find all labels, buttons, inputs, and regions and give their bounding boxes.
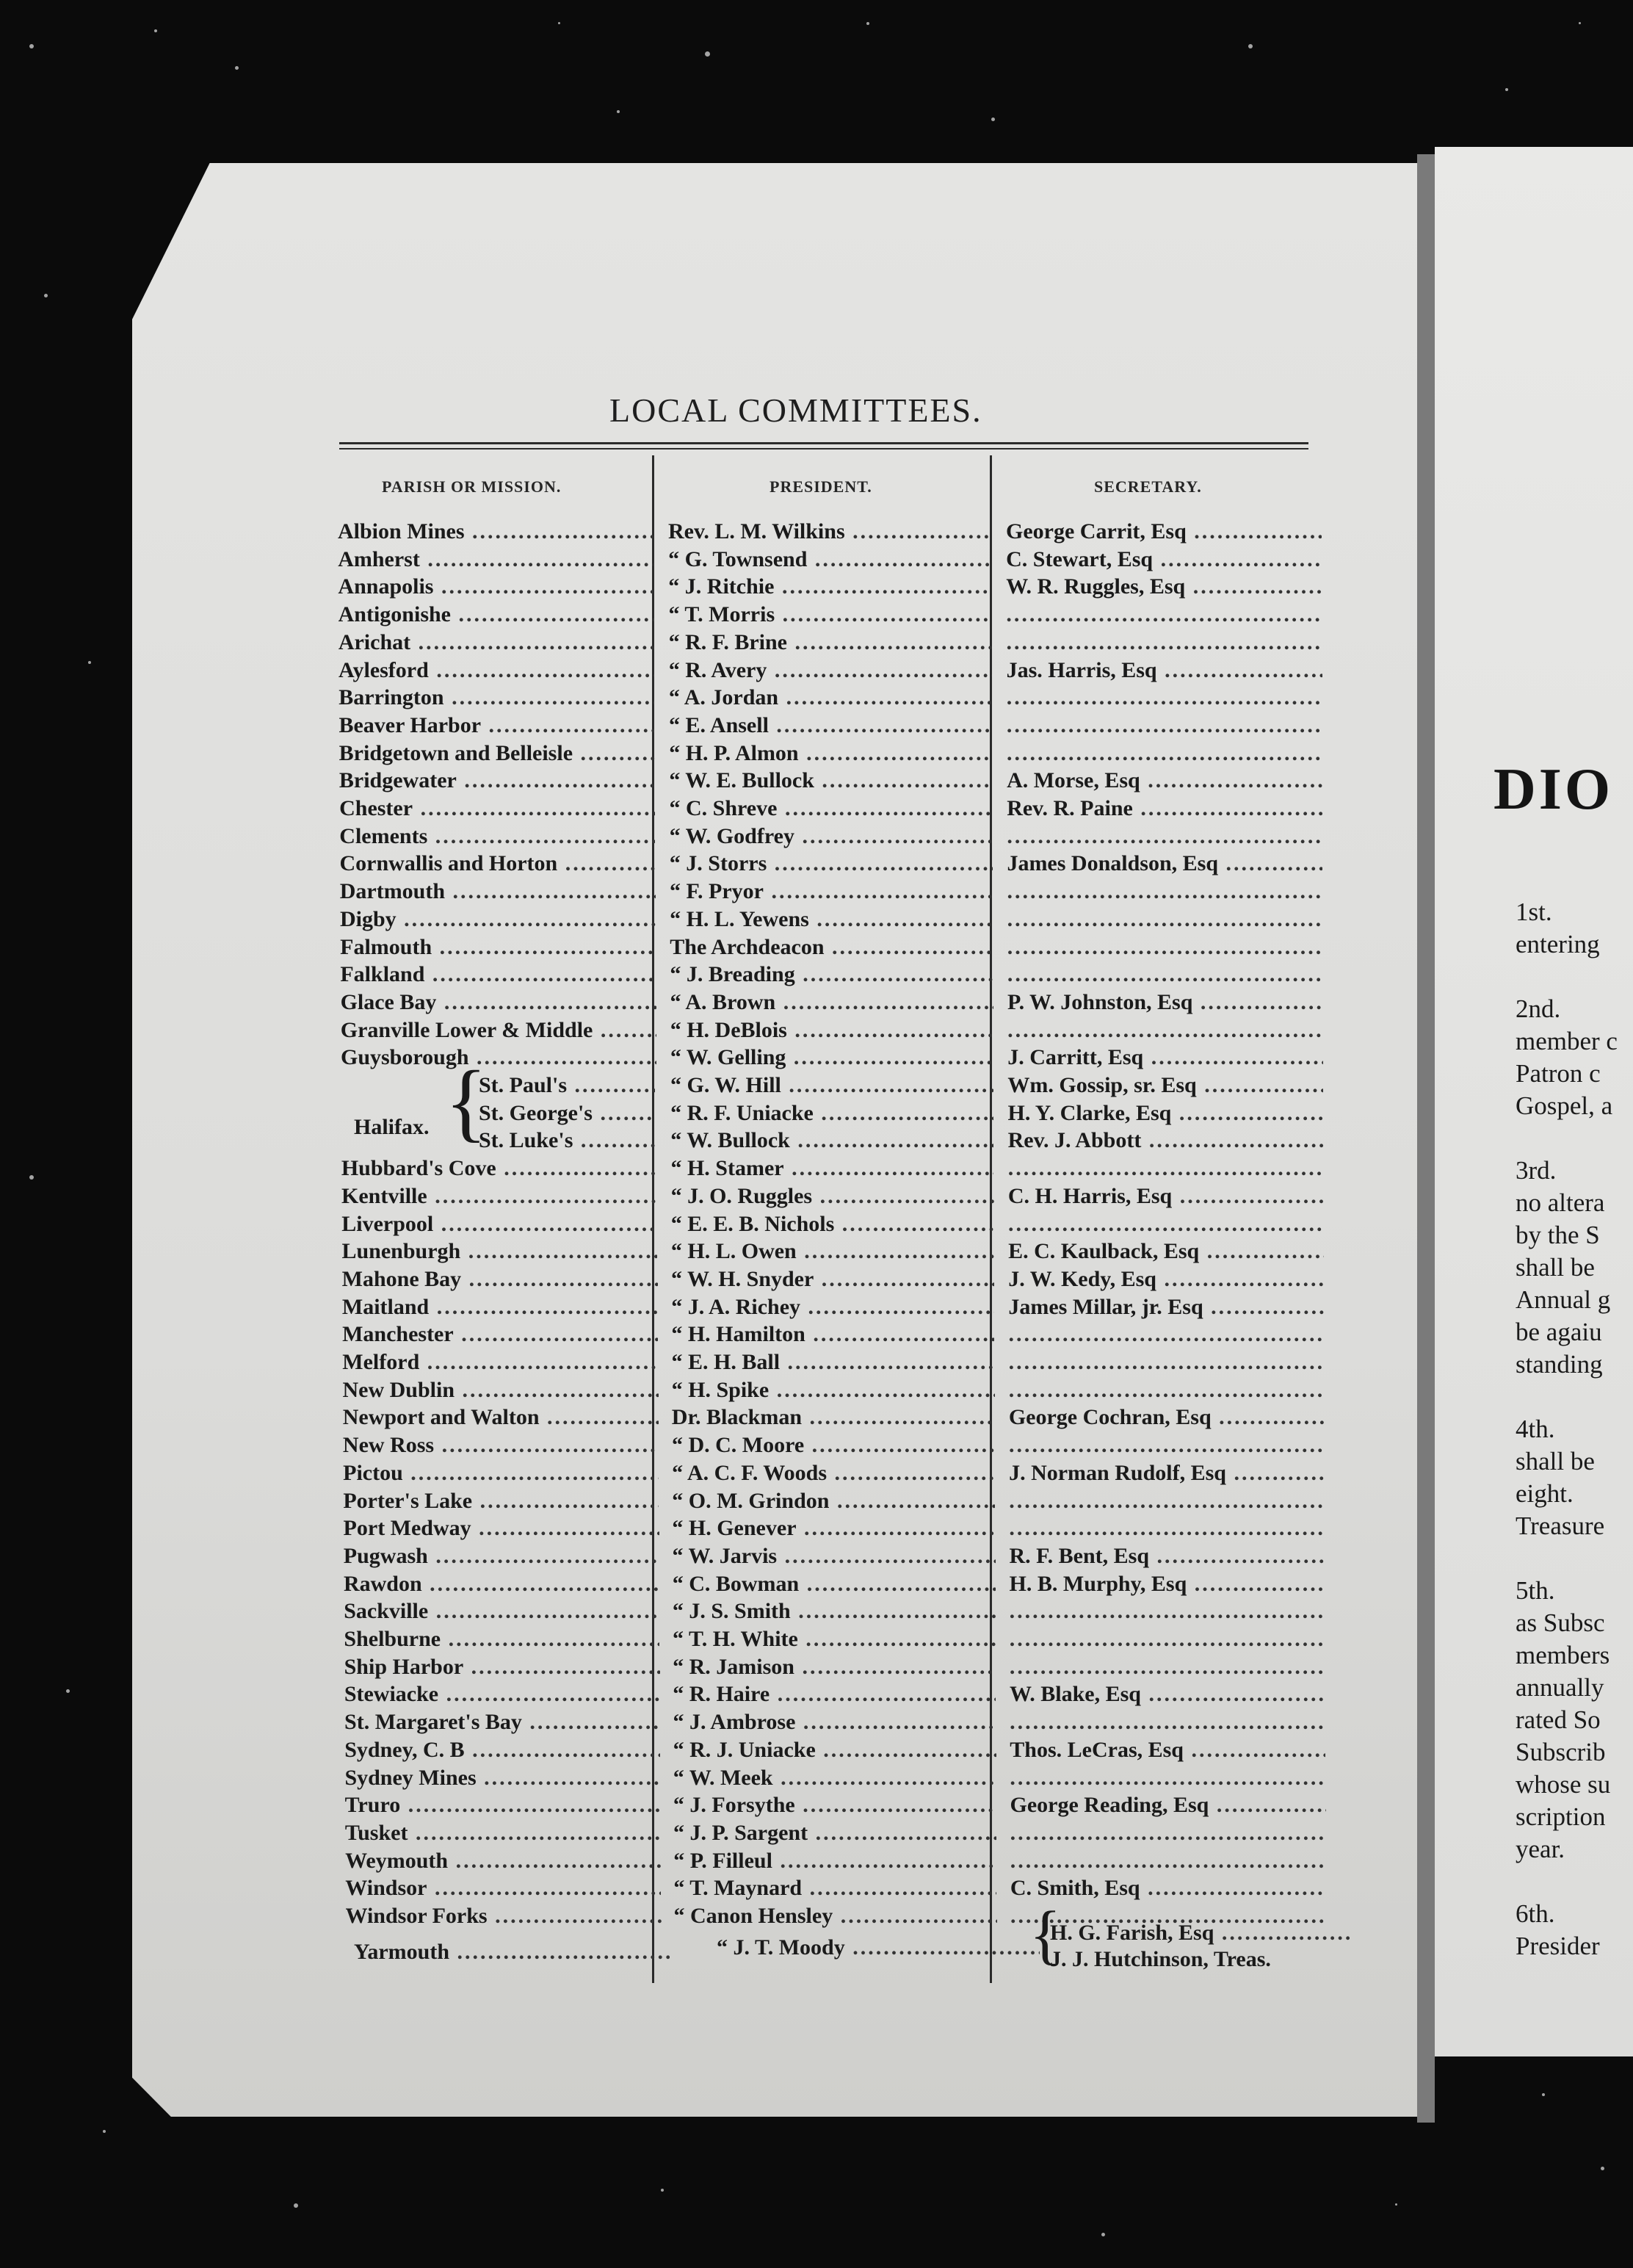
right-page-line: member c (1516, 1027, 1618, 1055)
row-parish: Guysborough ..... (341, 1044, 656, 1071)
row-president: “ C. Bowman ..... (673, 1571, 996, 1597)
row-president: “ H. L. Owen ..... (671, 1238, 994, 1265)
row-secretary: J. Norman Rudolf, Esq ..... (1009, 1460, 1325, 1487)
row-president: “ F. Pryor ..... (670, 878, 993, 905)
yarmouth-parish: Yarmouth ..... (354, 1939, 670, 1965)
yarmouth-brace: { (1029, 1899, 1062, 1971)
right-page-line: Subscrib (1516, 1738, 1606, 1766)
dust-speck (1101, 2233, 1105, 2236)
halifax-brace: { (445, 1052, 488, 1150)
right-page-line: Annual g (1516, 1285, 1611, 1314)
row-secretary (1010, 1848, 1326, 1874)
row-parish: Newport and Walton ..... (343, 1404, 659, 1431)
row-president: “ H. DeBlois ..... (670, 1017, 993, 1044)
row-secretary (1010, 1626, 1325, 1653)
row-secretary (1008, 1155, 1324, 1182)
row-president: “ R. J. Uniacke ..... (673, 1737, 996, 1763)
row-parish: Sydney, C. B ..... (344, 1737, 660, 1763)
row-parish: Port Medway ..... (344, 1515, 659, 1542)
right-page-line: shall be (1516, 1253, 1595, 1282)
row-president: “ J. Ritchie ..... (668, 574, 991, 600)
right-page-line: Presider (1516, 1932, 1600, 1960)
row-president: “ W. H. Snyder ..... (671, 1266, 994, 1293)
right-page-line: members (1516, 1641, 1610, 1669)
row-parish: Arichat ..... (338, 629, 654, 656)
row-parish: Sackville ..... (344, 1598, 659, 1625)
dust-speck (66, 1689, 70, 1693)
row-president: “ G. Townsend ..... (668, 546, 991, 573)
row-president: “ R. Haire ..... (673, 1681, 996, 1708)
row-secretary: J. Carritt, Esq ..... (1007, 1044, 1323, 1071)
row-secretary (1006, 629, 1322, 656)
row-secretary: George Carrit, Esq ..... (1006, 519, 1322, 545)
row-secretary: P. W. Johnston, Esq ..... (1007, 989, 1323, 1016)
row-parish: Bridgetown and Belleisle ..... (339, 740, 655, 767)
dust-speck (705, 51, 710, 57)
row-secretary: C. Stewart, Esq ..... (1006, 546, 1322, 573)
row-parish: Weymouth ..... (345, 1848, 661, 1874)
right-page-line: as Subsc (1516, 1608, 1605, 1637)
row-parish: Porter's Lake ..... (343, 1488, 659, 1514)
right-page-line: whose su (1516, 1770, 1611, 1799)
row-secretary (1008, 1211, 1324, 1238)
row-parish: Melford ..... (342, 1349, 658, 1376)
row-president: “ H. Genever ..... (672, 1515, 995, 1542)
row-president: “ H. Stamer ..... (670, 1155, 993, 1182)
row-president: “ G. W. Hill ..... (670, 1072, 993, 1099)
row-parish: Ship Harbor ..... (344, 1654, 660, 1680)
row-secretary (1007, 823, 1322, 850)
row-secretary (1007, 685, 1322, 711)
right-page-line: Treasure (1516, 1512, 1605, 1540)
halifax-label: Halifax. (354, 1115, 430, 1139)
right-page-line: 5th. (1516, 1576, 1555, 1605)
row-president: “ H. Spike ..... (672, 1377, 995, 1404)
right-page-line: entering (1516, 930, 1600, 958)
row-president: “ J. Storrs ..... (670, 850, 993, 877)
row-president: Dr. Blackman ..... (672, 1404, 995, 1431)
row-parish: New Ross ..... (343, 1432, 659, 1459)
row-parish: Rawdon ..... (344, 1571, 659, 1597)
row-secretary: C. Smith, Esq ..... (1010, 1875, 1326, 1902)
yarmouth-president: “ J. T. Moody ..... (717, 1935, 1040, 1961)
row-parish: Beaver Harbor ..... (338, 712, 654, 739)
right-page-line: 3rd. (1516, 1156, 1557, 1185)
row-secretary: W. Blake, Esq ..... (1010, 1681, 1325, 1708)
row-parish: New Dublin ..... (343, 1377, 659, 1404)
row-secretary (1009, 1432, 1325, 1459)
row-parish: Chester ..... (339, 795, 655, 822)
dust-speck (1579, 22, 1581, 24)
row-parish: Granville Lower & Middle ..... (341, 1017, 656, 1044)
right-page-line: year. (1516, 1835, 1565, 1863)
row-secretary: James Millar, jr. Esq ..... (1008, 1294, 1324, 1321)
row-parish: Dartmouth ..... (340, 878, 656, 905)
row-secretary (1007, 740, 1322, 767)
row-president: “ W. Gelling ..... (670, 1044, 993, 1071)
row-president: “ J. P. Sargent ..... (673, 1820, 996, 1846)
dust-speck (1395, 2203, 1397, 2206)
dust-speck (29, 1175, 34, 1180)
row-secretary: George Cochran, Esq ..... (1009, 1404, 1325, 1431)
right-page-line: 4th. (1516, 1415, 1555, 1443)
row-president: “ T. Maynard ..... (673, 1875, 996, 1902)
row-parish: Clements ..... (339, 823, 655, 850)
row-secretary (1010, 1765, 1325, 1791)
row-parish: Windsor Forks ..... (346, 1903, 662, 1929)
row-secretary: Rev. J. Abbott ..... (1008, 1127, 1324, 1154)
right-page (1435, 147, 1633, 2056)
row-parish: Glace Bay ..... (341, 989, 656, 1016)
row-president: “ T. Morris ..... (668, 602, 991, 628)
dust-speck (103, 2130, 106, 2133)
row-parish: Falkland ..... (340, 961, 656, 988)
right-page-line: by the S (1516, 1221, 1600, 1249)
row-president: “ R. F. Brine ..... (669, 629, 992, 656)
row-parish: Truro ..... (345, 1792, 661, 1819)
right-page-line: standing (1516, 1350, 1603, 1379)
row-parish: Aylesford ..... (338, 657, 654, 684)
row-president: “ Canon Hensley ..... (674, 1903, 997, 1929)
row-president: “ J. Breading ..... (670, 961, 993, 988)
row-parish: Antigonishe ..... (338, 602, 654, 628)
header-secretary: SECRETARY. (1094, 477, 1202, 496)
row-parish: Mahone Bay ..... (342, 1266, 658, 1293)
row-secretary: R. F. Bent, Esq ..... (1009, 1543, 1325, 1570)
dust-speck (44, 294, 48, 297)
row-parish: Windsor ..... (345, 1875, 661, 1902)
row-president: “ J. O. Ruggles ..... (671, 1183, 994, 1210)
header-president: PRESIDENT. (770, 477, 872, 496)
row-secretary: H. B. Murphy, Esq ..... (1010, 1571, 1325, 1597)
row-president: “ W. Jarvis ..... (673, 1543, 996, 1570)
row-president: “ H. P. Almon ..... (669, 740, 992, 767)
row-secretary: J. W. Kedy, Esq ..... (1008, 1266, 1324, 1293)
row-president: “ W. Godfrey ..... (670, 823, 993, 850)
header-parish: PARISH OR MISSION. (382, 477, 562, 496)
row-president: “ A. C. F. Woods ..... (672, 1460, 995, 1487)
row-president: Rev. L. M. Wilkins ..... (668, 519, 991, 545)
row-secretary: George Reading, Esq ..... (1010, 1792, 1326, 1819)
row-president: “ E. E. B. Nichols ..... (671, 1211, 994, 1238)
row-president: “ H. Hamilton ..... (671, 1321, 994, 1348)
row-parish: Cornwallis and Horton ..... (340, 850, 656, 877)
row-parish: Liverpool ..... (341, 1211, 657, 1238)
title-rule-top (339, 442, 1308, 444)
right-page-line: rated So (1516, 1705, 1601, 1734)
row-president: “ T. H. White ..... (673, 1626, 996, 1653)
dust-speck (29, 44, 34, 48)
row-secretary (1007, 1017, 1323, 1044)
dust-speck (154, 29, 157, 32)
row-secretary: H. Y. Clarke, Esq ..... (1008, 1100, 1324, 1127)
right-page-line: eight. (1516, 1479, 1574, 1508)
row-secretary (1007, 906, 1323, 933)
right-page-line: Patron c (1516, 1059, 1601, 1088)
right-page-line: 6th. (1516, 1899, 1555, 1928)
right-page-line: shall be (1516, 1447, 1595, 1476)
row-parish: St. George's ..... (479, 1100, 655, 1127)
row-secretary: Wm. Gossip, sr. Esq ..... (1007, 1072, 1323, 1099)
row-parish: Digby ..... (340, 906, 656, 933)
right-page-line: annually (1516, 1673, 1604, 1702)
row-secretary: Jas. Harris, Esq ..... (1007, 657, 1322, 684)
right-page-line: scription (1516, 1802, 1606, 1831)
row-secretary (1009, 1377, 1325, 1404)
row-secretary: James Donaldson, Esq ..... (1007, 850, 1322, 877)
row-secretary (1010, 1598, 1325, 1625)
row-secretary (1009, 1349, 1325, 1376)
row-secretary (1007, 712, 1322, 739)
dust-speck (235, 66, 239, 70)
row-parish: St. Luke's ..... (479, 1127, 655, 1154)
row-secretary (1006, 602, 1322, 628)
right-page-heading: DIO (1493, 757, 1614, 822)
row-secretary (1010, 1709, 1325, 1736)
row-president: “ D. C. Moore ..... (672, 1432, 995, 1459)
yarmouth-secretary-2: J. J. Hutchinson, Treas. (1050, 1947, 1271, 1971)
row-secretary: A. Morse, Esq ..... (1007, 768, 1322, 794)
row-president: “ A. Brown ..... (670, 989, 993, 1016)
row-parish: Lunenburgh ..... (341, 1238, 657, 1265)
row-president: “ C. Shreve ..... (670, 795, 993, 822)
row-president: “ W. Meek ..... (673, 1765, 996, 1791)
row-secretary (1008, 1321, 1324, 1348)
row-president: “ J. S. Smith ..... (673, 1598, 996, 1625)
right-page-line: 2nd. (1516, 994, 1561, 1023)
page-gutter (1417, 154, 1435, 2123)
row-parish: Annapolis ..... (338, 574, 653, 600)
row-secretary (1007, 961, 1323, 988)
row-president: “ J. Forsythe ..... (673, 1792, 996, 1819)
dust-speck (1601, 2167, 1604, 2170)
dust-speck (1505, 88, 1508, 91)
row-president: “ J. A. Richey ..... (671, 1294, 994, 1321)
dust-speck (88, 661, 91, 664)
dust-speck (661, 2189, 664, 2192)
row-secretary (1009, 1515, 1325, 1542)
row-secretary: E. C. Kaulback, Esq ..... (1008, 1238, 1324, 1265)
row-parish: Sydney Mines ..... (344, 1765, 660, 1791)
row-parish: St. Paul's ..... (479, 1072, 655, 1099)
row-parish: Hubbard's Cove ..... (341, 1155, 657, 1182)
right-page-line: 1st. (1516, 898, 1552, 926)
row-secretary (1009, 1488, 1325, 1514)
dust-speck (991, 118, 995, 121)
dust-speck (617, 110, 620, 113)
row-president: “ E. H. Ball ..... (672, 1349, 995, 1376)
row-president: “ P. Filleul ..... (673, 1848, 996, 1874)
yarmouth-secretary-1: H. G. Farish, Esq ..... (1050, 1920, 1351, 1946)
row-parish: Pugwash ..... (344, 1543, 659, 1570)
right-page-line: be agaiu (1516, 1318, 1602, 1346)
title-rule-bottom (339, 448, 1308, 449)
row-president: “ E. Ansell ..... (669, 712, 992, 739)
dust-speck (866, 22, 869, 25)
dust-speck (558, 22, 560, 24)
row-parish: Maitland ..... (342, 1294, 658, 1321)
dust-speck (1248, 44, 1253, 48)
row-president: The Archdeacon ..... (670, 934, 993, 961)
row-parish: Amherst ..... (338, 546, 653, 573)
row-president: “ R. Jamison ..... (673, 1654, 996, 1680)
row-president: “ H. L. Yewens ..... (670, 906, 993, 933)
right-page-line: Gospel, a (1516, 1091, 1613, 1120)
row-secretary (1010, 1654, 1325, 1680)
dust-speck (294, 2203, 298, 2208)
row-parish: Kentville ..... (341, 1183, 657, 1210)
row-president: “ W. E. Bullock ..... (669, 768, 992, 794)
row-parish: Manchester ..... (342, 1321, 658, 1348)
row-secretary (1010, 1820, 1326, 1846)
row-secretary: Thos. LeCras, Esq ..... (1010, 1737, 1325, 1763)
row-president: “ R. Avery ..... (669, 657, 992, 684)
row-president: “ A. Jordan ..... (669, 685, 992, 711)
dust-speck (1542, 2093, 1545, 2096)
row-secretary: W. R. Ruggles, Esq ..... (1006, 574, 1322, 600)
right-page-line: no altera (1516, 1188, 1605, 1217)
row-parish: Barrington ..... (338, 685, 654, 711)
row-parish: Falmouth ..... (340, 934, 656, 961)
row-parish: Pictou ..... (343, 1460, 659, 1487)
row-president: “ O. M. Grindon ..... (672, 1488, 995, 1514)
row-president: “ W. Bullock ..... (670, 1127, 993, 1154)
row-parish: St. Margaret's Bay ..... (344, 1709, 660, 1736)
row-secretary (1007, 878, 1323, 905)
row-secretary: Rev. R. Paine ..... (1007, 795, 1322, 822)
row-parish: Shelburne ..... (344, 1626, 659, 1653)
row-president: “ R. F. Uniacke ..... (670, 1100, 993, 1127)
page-title: LOCAL COMMITTEES. (609, 391, 982, 429)
row-secretary: C. H. Harris, Esq ..... (1008, 1183, 1324, 1210)
row-parish: Albion Mines ..... (338, 519, 653, 545)
row-parish: Bridgewater ..... (339, 768, 655, 794)
row-parish: Tusket ..... (345, 1820, 661, 1846)
row-president: “ J. Ambrose ..... (673, 1709, 996, 1736)
row-parish: Stewiacke ..... (344, 1681, 660, 1708)
row-secretary (1007, 934, 1323, 961)
